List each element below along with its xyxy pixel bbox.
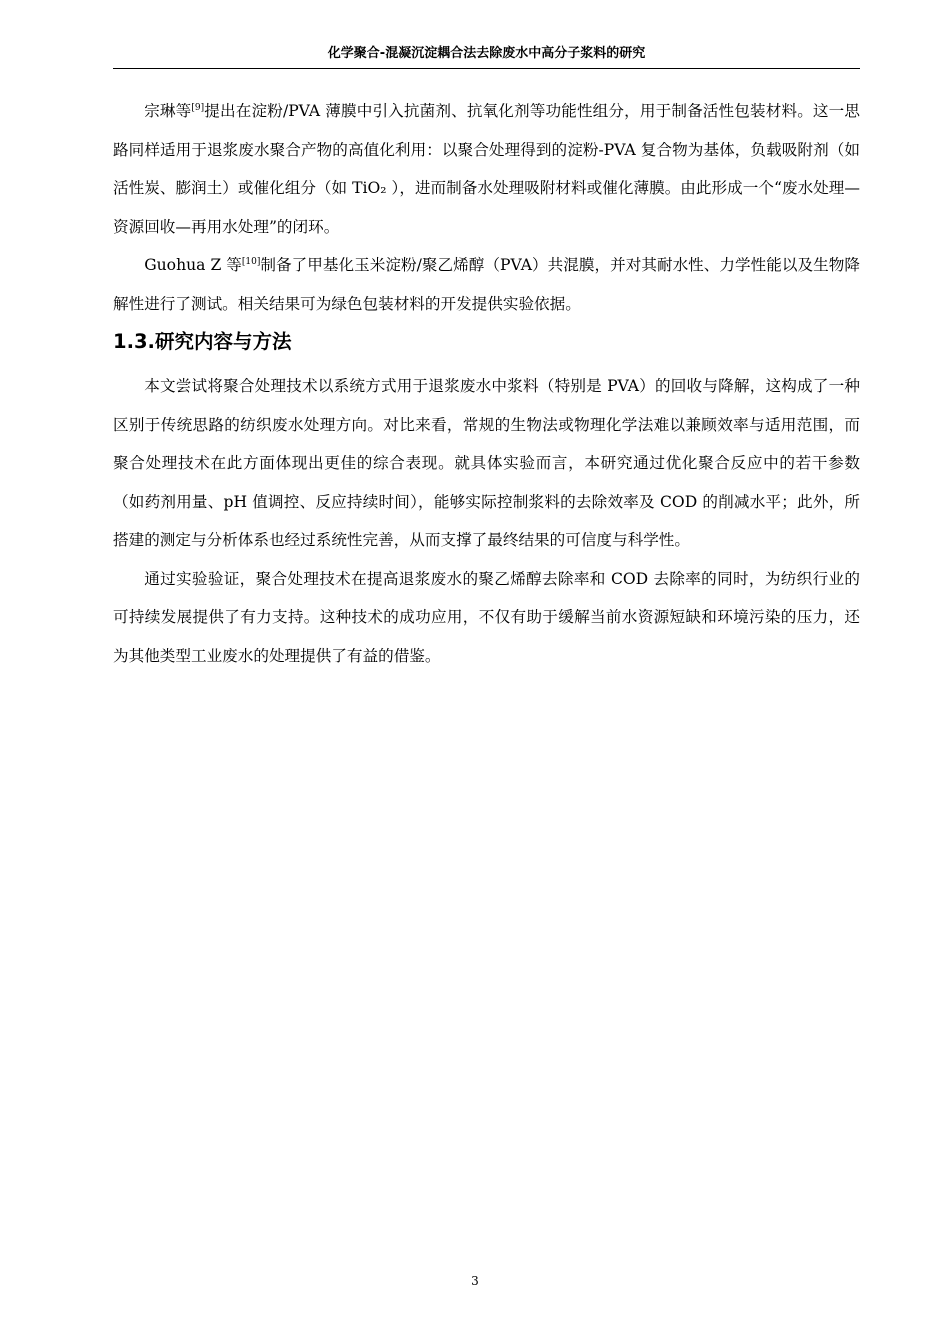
citation-ref: [10] xyxy=(241,257,261,267)
paragraph-text: 提出在淀粉/PVA 薄膜中引入抗菌剂、抗氧化剂等功能性组分，用于制备活性包装材料。这一思路同样适用于退浆废水聚合产物的高值化利用：以聚合处理得到的淀粉-PVA 复合物为基体，负载吸附剂（如活性炭、膨润土）或催化组分（如 TiO₂ ），进而制备水处理吸附材料或催化薄膜。由此形成一个“废水处理—资源回收—再用水处理”的闭环。 xyxy=(113,102,860,236)
paragraph-research-content: 本文尝试将聚合处理技术以系统方式用于退浆废水中浆料（特别是 PVA）的回收与降解，这构成了一种区别于传统思路的纺织废水处理方向。对比来看，常规的生物法或物理化学法难以兼顾效率与适用范围，而聚合处理技术在此方面体现出更佳的综合表现。就具体实验而言，本研究通过优化聚合反应中的若干参数（如药剂用量、pH 值调控、反应持续时间），能够实际控制浆料的去除效率及 COD 的削减水平；此外，所搭建的测定与分析体系也经过系统性完善，从而支撑了最终结果的可信度与科学性。 xyxy=(113,377,860,549)
page-body xyxy=(113,92,860,675)
paragraph-text: 制备了甲基化玉米淀粉/聚乙烯醇（PVA）共混膜，并对其耐水性、力学性能以及生物降解性进行了测试。相关结果可为绿色包装材料的开发提供实验依据。 xyxy=(113,256,860,313)
citation-ref: [9] xyxy=(191,103,205,113)
paragraph-text: Guohua Z 等 xyxy=(144,256,242,274)
page-number: 3 xyxy=(471,1274,479,1288)
paragraph-guohua xyxy=(113,246,860,323)
paragraph-conclusion: 通过实验验证，聚合处理技术在提高退浆废水的聚乙烯醇去除率和 COD 去除率的同时，为纺织行业的可持续发展提供了有力支持。这种技术的成功应用，不仅有助于缓解当前水资源短缺和环境污染的压力，还为其他类型工业废水的处理提供了有益的借鉴。 xyxy=(113,569,860,665)
section-heading: 1.3.研究内容与方法 xyxy=(113,330,292,353)
running-header: 化学聚合-混凝沉淀耦合法去除废水中高分子浆料的研究 xyxy=(113,44,860,69)
paragraph-zong-lin xyxy=(113,92,860,246)
paragraph-text: 宗琳等 xyxy=(144,102,192,120)
